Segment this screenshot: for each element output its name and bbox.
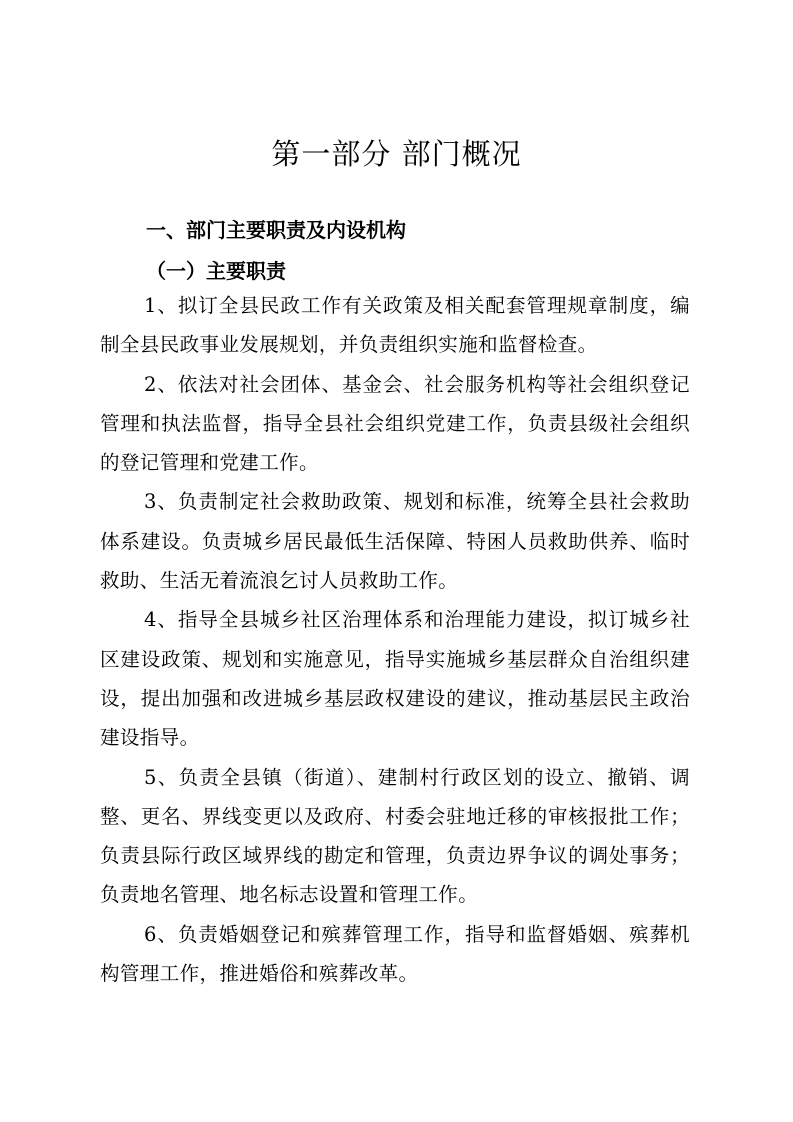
duty-paragraph-6: 6、负责婚姻登记和殡葬管理工作，指导和监督婚姻、殡葬机构管理工作，推进婚俗和殡葬改革。 <box>100 922 690 986</box>
duty-paragraph-5: 5、负责全县镇（街道）、建制村行政区划的设立、撤销、调整、更名、界线变更以及政府、村委会驻地迁移的审核报批工作；负责县际行政区域界线的勘定和管理，负责边界争议的调处事务；负责地名管理、地名标志设置和管理工作。 <box>100 765 690 907</box>
duty-paragraph-2: 2、依法对社会团体、基金会、社会服务机构等社会组织登记管理和执法监督，指导全县社会组织党建工作，负责县级社会组织的登记管理和党建工作。 <box>100 372 690 475</box>
duty-paragraph-1: 1、拟订全县民政工作有关政策及相关配套管理规章制度，编制全县民政事业发展规划，并负责组织实施和监督检查。 <box>100 294 690 357</box>
duties-list <box>100 286 690 993</box>
document-title: 第一部分 部门概况 <box>271 137 522 171</box>
sub-heading: （一）主要职责 <box>146 259 286 283</box>
duty-paragraph-3: 3、负责制定社会救助政策、规划和标准，统筹全县社会救助体系建设。负责城乡居民最低生活保障、特困人员救助供养、临时救助、生活无着流浪乞讨人员救助工作。 <box>100 490 690 593</box>
section-heading: 一、部门主要职责及内设机构 <box>146 218 406 242</box>
duty-paragraph-4: 4、指导全县城乡社区治理体系和治理能力建设，拟订城乡社区建设政策、规划和实施意见，指导实施城乡基层群众自治组织建设，提出加强和改进城乡基层政权建设的建议，推动基层民主政治建设指导。 <box>100 608 690 750</box>
